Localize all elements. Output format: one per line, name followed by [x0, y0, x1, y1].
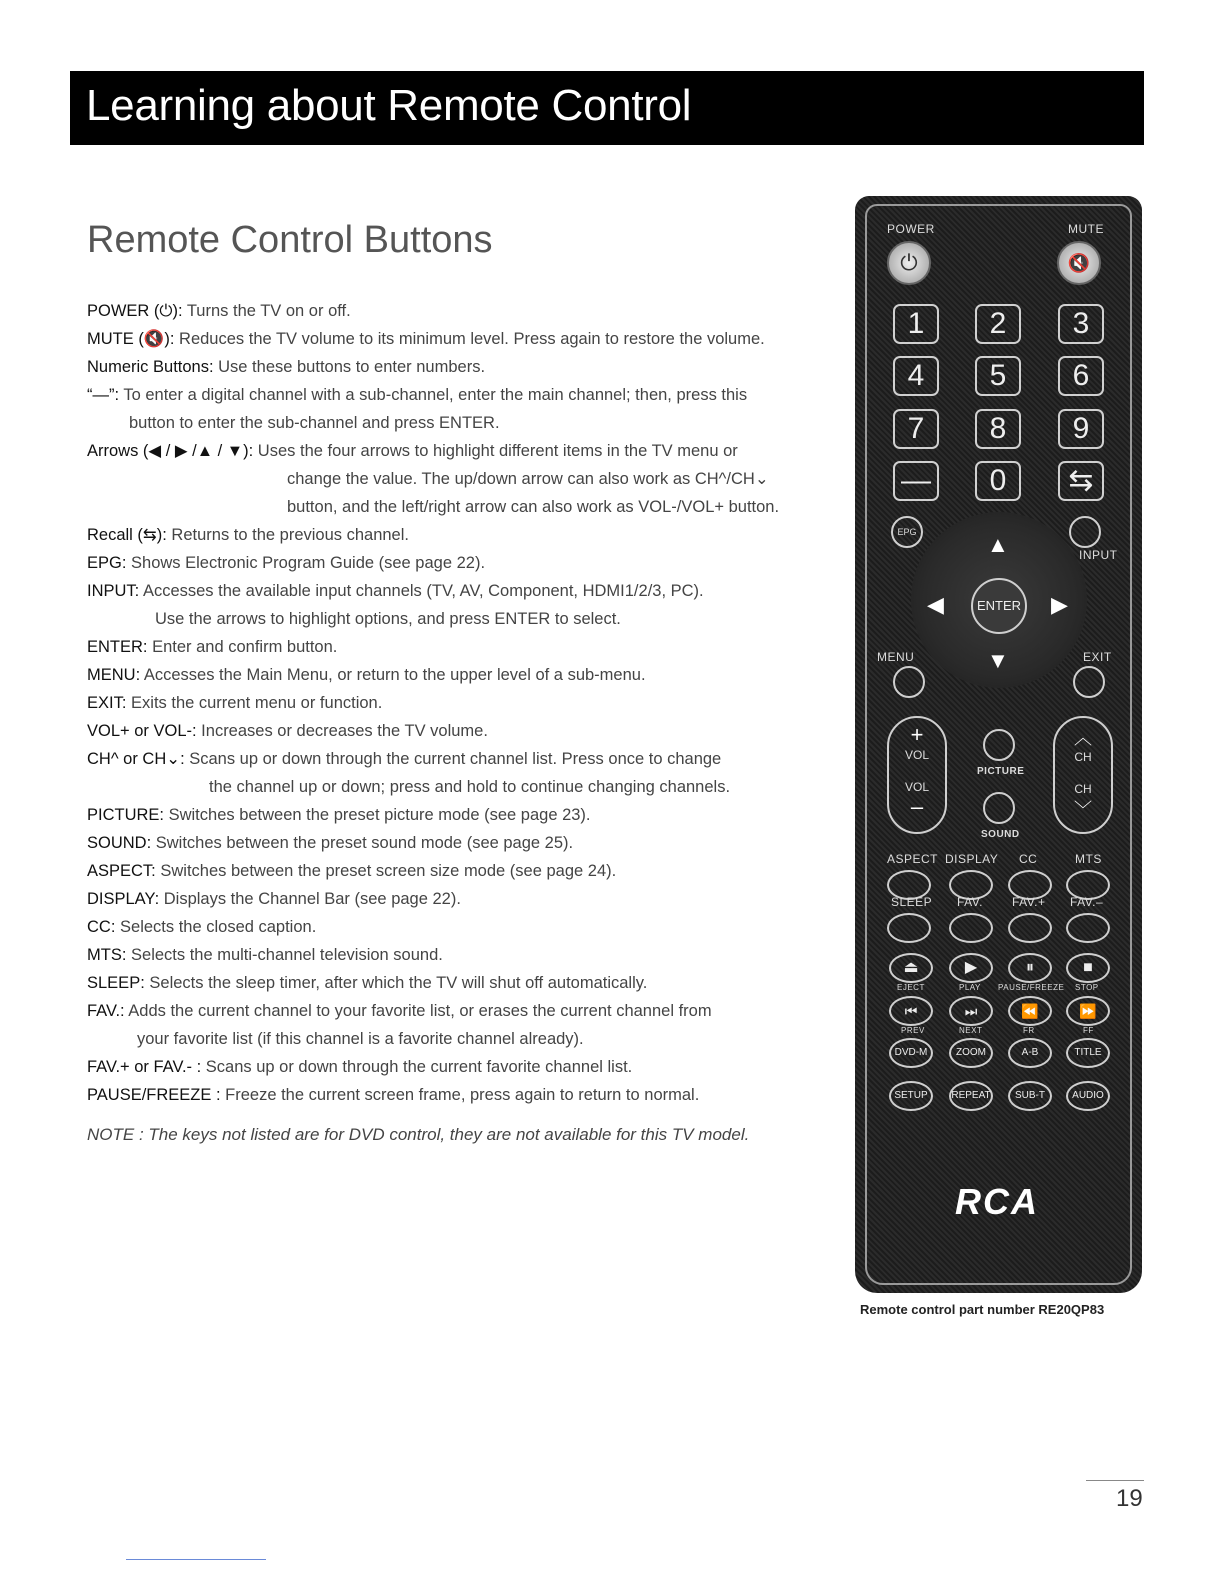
page-number: 19 [1116, 1485, 1143, 1512]
desc-power: POWER (⏻): Turns the TV on or off. [87, 302, 351, 320]
input-label: INPUT [1079, 548, 1118, 562]
desc-arrows: Arrows (◀ / ▶ /▲ / ▼): Uses the four arrows to highlight different items in the TV menu or [87, 442, 738, 460]
desc-cc: CC: Selects the closed caption. [87, 918, 317, 936]
desc-fav-plus-minus: FAV.+ or FAV.- : Scans up or down through the current favorite channel list. [87, 1058, 633, 1076]
epg-label: EPG [897, 527, 917, 537]
arrow-right-button[interactable]: ▶ [1051, 592, 1068, 617]
desc-input: INPUT: Accesses the available input channels (TV, AV, Component, HDMI1/2/3, PC). [87, 582, 704, 600]
play-icon: ▶ [964, 959, 978, 976]
audio-button[interactable]: AUDIO [1066, 1081, 1110, 1111]
picture-label: PICTURE [977, 766, 1025, 777]
header-banner [70, 71, 1144, 145]
picture-button[interactable] [983, 729, 1015, 761]
sleep-button[interactable] [887, 913, 931, 943]
desc-exit: EXIT: Exits the current menu or function. [87, 694, 383, 712]
digit-5-button[interactable]: 5 [975, 356, 1021, 396]
digit-8-button[interactable]: 8 [975, 409, 1021, 449]
desc-ch: CH^ or CH⌄: Scans up or down through the current channel list. Press once to change [87, 750, 722, 768]
fav-plus-label: FAV.+ [1012, 895, 1046, 909]
menu-label: MENU [877, 650, 915, 664]
sleep-label: SLEEP [891, 895, 933, 909]
exit-label: EXIT [1083, 650, 1112, 664]
fav-minus-label: FAV.– [1070, 895, 1104, 909]
input-button[interactable] [1069, 516, 1101, 548]
ch-down-label: CH [1074, 782, 1092, 796]
desc-enter: ENTER: Enter and confirm button. [87, 638, 338, 656]
epg-button[interactable] [891, 516, 923, 548]
title-button[interactable]: TITLE [1066, 1038, 1110, 1068]
zoom-button[interactable]: ZOOM [949, 1038, 993, 1068]
rewind-icon: ⏪ [1021, 1003, 1039, 1019]
desc-aspect: ASPECT: Switches between the preset screen size mode (see page 24). [87, 862, 617, 880]
skip-back-icon: ⏮ [904, 1003, 918, 1019]
stop-icon: ■ [1083, 959, 1093, 976]
ch-up-label: CH [1074, 750, 1092, 764]
enter-label: ENTER [976, 598, 1022, 613]
prev-label: PREV [901, 1026, 925, 1035]
mute-icon: 🔇 [1067, 253, 1091, 273]
power-label: POWER [887, 222, 935, 236]
pause-icon: ⏸ [1025, 959, 1034, 976]
page-title: Learning about Remote Control [86, 81, 692, 130]
recall-button[interactable]: ⇆ [1058, 461, 1104, 501]
desc-fav: FAV.: Adds the current channel to your favorite list, or erases the current channel from [87, 1002, 712, 1020]
desc-ch-cont: the channel up or down; press and hold to continue changing channels. [209, 778, 731, 796]
mts-label: MTS [1075, 852, 1102, 866]
fav-plus-button[interactable] [1008, 913, 1052, 943]
arrow-down-button[interactable]: ▼ [987, 648, 1009, 673]
power-icon: ⏻ [900, 250, 918, 275]
desc-input-cont: Use the arrows to highlight options, and press ENTER to select. [155, 610, 621, 628]
vol-minus-icon: – [910, 794, 924, 819]
menu-button[interactable] [893, 666, 925, 698]
desc-menu: MENU: Accesses the Main Menu, or return to the upper level of a sub-menu. [87, 666, 646, 684]
desc-arrows-cont2: button, and the left/right arrow can also work as VOL-/VOL+ button. [287, 498, 780, 516]
digit-9-button[interactable]: 9 [1058, 409, 1104, 449]
desc-arrows-cont: change the value. The up/down arrow can also work as CH^/CH⌄ [287, 470, 769, 488]
sub-t-button[interactable]: SUB-T [1008, 1081, 1052, 1111]
fav-label: FAV. [957, 895, 984, 909]
desc-display: DISPLAY: Displays the Channel Bar (see page 22). [87, 890, 461, 908]
mute-button[interactable] [1057, 241, 1101, 285]
chevron-down-icon: ﹀ [1074, 800, 1092, 820]
digit-7-button[interactable]: 7 [893, 409, 939, 449]
next-label: NEXT [959, 1026, 983, 1035]
chevron-up-icon: ︿ [1074, 728, 1092, 748]
eject-button[interactable] [889, 953, 933, 983]
digit-2-button[interactable]: 2 [975, 304, 1021, 344]
fr-button[interactable] [1008, 996, 1052, 1026]
digit-3-button[interactable]: 3 [1058, 304, 1104, 344]
fr-label: FR [1023, 1026, 1035, 1035]
desc-recall: Recall (⇆): Returns to the previous channel. [87, 526, 409, 544]
desc-fav-cont: your favorite list (if this channel is a favorite channel already). [137, 1030, 584, 1048]
play-button[interactable] [949, 953, 993, 983]
stop-label: STOP [1075, 983, 1099, 992]
desc-sound: SOUND: Switches between the preset sound mode (see page 25). [87, 834, 574, 852]
page-number-rule [1086, 1480, 1144, 1481]
vol-up-label: VOL [904, 748, 929, 762]
fav-button[interactable] [949, 913, 993, 943]
pause-freeze-label: PAUSE/FREEZE [998, 983, 1065, 992]
eject-label: EJECT [897, 983, 925, 992]
desc-vol: VOL+ or VOL-: Increases or decreases the TV volume. [87, 722, 488, 740]
ff-label: FF [1083, 1026, 1094, 1035]
play-label: PLAY [959, 983, 981, 992]
desc-picture: PICTURE: Switches between the preset picture mode (see page 23). [87, 806, 591, 824]
repeat-button[interactable]: REPEAT [949, 1081, 993, 1111]
dash-button[interactable]: — [893, 461, 939, 501]
desc-sleep: SLEEP: Selects the sleep timer, after which the TV will shut off automatically. [87, 974, 648, 992]
desc-dash: “—”: To enter a digital channel with a sub-channel, enter the main channel; then, press this [87, 386, 748, 404]
digit-6-button[interactable]: 6 [1058, 356, 1104, 396]
fav-minus-button[interactable] [1066, 913, 1110, 943]
vol-plus-icon: + [910, 722, 924, 747]
section-title: Remote Control Buttons [87, 219, 493, 261]
next-button[interactable] [949, 996, 993, 1026]
vol-down-label: VOL [904, 780, 929, 794]
sound-label: SOUND [981, 829, 1020, 840]
setup-button[interactable]: SETUP [889, 1081, 933, 1111]
prev-button[interactable] [889, 996, 933, 1026]
button-descriptions [87, 297, 852, 1109]
channel-rocker[interactable] [1053, 716, 1113, 834]
note: NOTE : The keys not listed are for DVD control, they are not available for this TV model. [87, 1125, 750, 1144]
desc-dash-cont: button to enter the sub-channel and press ENTER. [129, 414, 500, 432]
footer-rule [126, 1559, 266, 1560]
dvd-m-button[interactable]: DVD-M [889, 1038, 933, 1068]
remote-illustration [855, 196, 1142, 1293]
sound-button[interactable] [983, 792, 1015, 824]
eject-icon: ⏏ [903, 959, 919, 976]
desc-numeric: Numeric Buttons: Use these buttons to enter numbers. [87, 358, 486, 376]
digit-4-button[interactable]: 4 [893, 356, 939, 396]
remote-caption: Remote control part number RE20QP83 [860, 1302, 1105, 1317]
desc-epg: EPG: Shows Electronic Program Guide (see page 22). [87, 554, 486, 572]
ff-button[interactable] [1066, 996, 1110, 1026]
exit-button[interactable] [1073, 666, 1105, 698]
cc-label: CC [1019, 852, 1038, 866]
stop-button[interactable] [1066, 953, 1110, 983]
aspect-label: ASPECT [887, 852, 939, 866]
desc-pause-freeze: PAUSE/FREEZE : Freeze the current screen frame, press again to return to normal. [87, 1086, 700, 1104]
fast-forward-icon: ⏩ [1079, 1003, 1097, 1019]
a-b-button[interactable]: A-B [1008, 1038, 1052, 1068]
mute-label: MUTE [1068, 222, 1104, 236]
enter-button[interactable] [971, 578, 1027, 634]
pause-freeze-button[interactable] [1008, 953, 1052, 983]
desc-mute: MUTE (🔇): Reduces the TV volume to its minimum level. Press again to restore the volume. [87, 330, 765, 348]
arrow-left-button[interactable]: ◀ [927, 592, 944, 617]
rca-logo: RCA [955, 1181, 1039, 1222]
volume-rocker[interactable] [887, 716, 947, 834]
digit-0-button[interactable]: 0 [975, 461, 1021, 501]
digit-1-button[interactable]: 1 [893, 304, 939, 344]
power-button[interactable] [887, 241, 931, 285]
display-label: DISPLAY [945, 852, 999, 866]
arrow-up-button[interactable]: ▲ [987, 532, 1009, 557]
skip-forward-icon: ⏭ [964, 1003, 978, 1019]
desc-mts: MTS: Selects the multi-channel television sound. [87, 946, 443, 964]
